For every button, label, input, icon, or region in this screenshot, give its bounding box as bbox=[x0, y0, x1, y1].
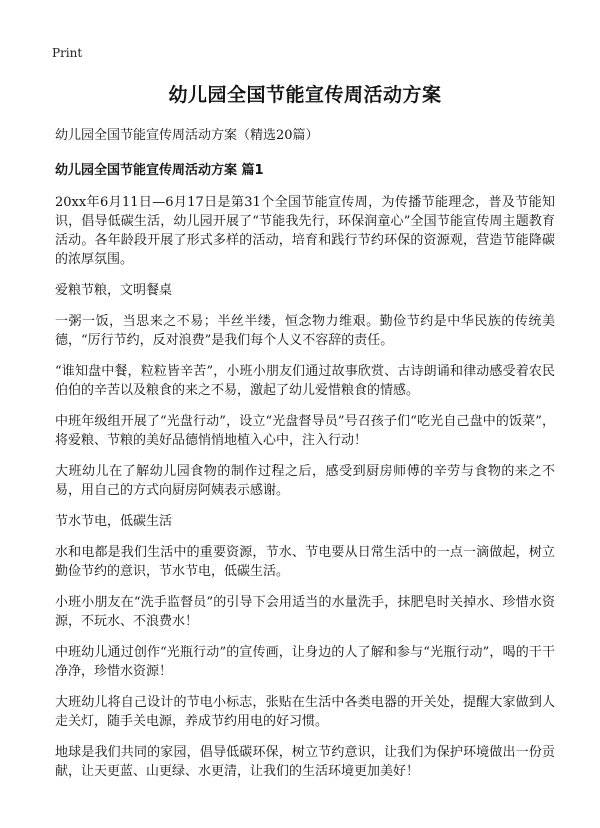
paragraph: “谁知盘中餐，粒粒皆辛苦”，小班小朋友们通过故事欣赏、古诗朗诵和律动感受着农民伯伯的辛苦以及粮食的来之不易，激起了幼儿爱惜粮食的情感。 bbox=[55, 364, 555, 398]
paragraph: 大班幼儿将自己设计的节电小标志，张贴在生活中各类电器的开关处，提醒大家做到人走关灯，随手关电源，养成节约用电的好习惯。 bbox=[55, 695, 555, 729]
subheading-water-power: 节水节电，低碳生活 bbox=[55, 514, 173, 529]
document-subtitle: 幼儿园全国节能宣传周活动方案（精选20篇） bbox=[55, 128, 319, 143]
paragraph-closing: 地球是我们共同的家园，倡导低碳环保，树立节约意识，让我们为保护环境做出一份贡献，让天更蓝、山更绿、水更清，让我们的生活环境更加美好！ bbox=[55, 745, 555, 779]
print-link[interactable]: Print bbox=[52, 46, 83, 60]
paragraph-intro: 20xx年6月11日—6月17日是第31个全国节能宣传周，为传播节能理念，普及节能知识，倡导低碳生活，幼儿园开展了“节能我先行，环保润童心”全国节能宣传周主题教育活动。各年龄段开展了形式多样的活动，培育和践行节约环保的资源观，营造节能降碳的浓厚氛围。 bbox=[55, 195, 555, 267]
section-heading: 幼儿园全国节能宣传周活动方案 篇1 bbox=[55, 163, 264, 178]
paragraph: 中班年级组开展了“光盘行动”，设立“光盘督导员”号召孩子们“吃光自己盘中的饭菜”，将爱粮、节粮的美好品德悄悄地植入心中，注入行动！ bbox=[55, 414, 555, 448]
paragraph: 大班幼儿在了解幼儿园食物的制作过程之后，感受到厨房师傅的辛劳与食物的来之不易，用自己的方式向厨房阿姨表示感谢。 bbox=[55, 464, 555, 498]
page-title: 幼儿园全国节能宣传周活动方案 bbox=[168, 84, 442, 106]
paragraph: 水和电都是我们生活中的重要资源，节水、节电要从日常生活中的一点一滴做起，树立勤俭节约的意识，节水节电，低碳生活。 bbox=[55, 545, 555, 579]
document-body bbox=[55, 80, 555, 793]
paragraph: 小班小朋友在“洗手监督员”的引导下会用适当的水量洗手，抹肥皂时关掉水、珍惜水资源，不玩水、不浪费水！ bbox=[55, 595, 555, 629]
subheading-food: 爱粮节粮，文明餐桌 bbox=[55, 283, 173, 298]
paragraph: 中班幼儿通过创作“光瓶行动”的宣传画，让身边的人了解和参与“光瓶行动”，喝的干干净净，珍惜水资源！ bbox=[55, 645, 555, 679]
paragraph: 一粥一饭，当思来之不易；半丝半缕，恒念物力维艰。勤俭节约是中华民族的传统美德，“厉行节约，反对浪费”是我们每个人义不容辞的责任。 bbox=[55, 314, 555, 348]
